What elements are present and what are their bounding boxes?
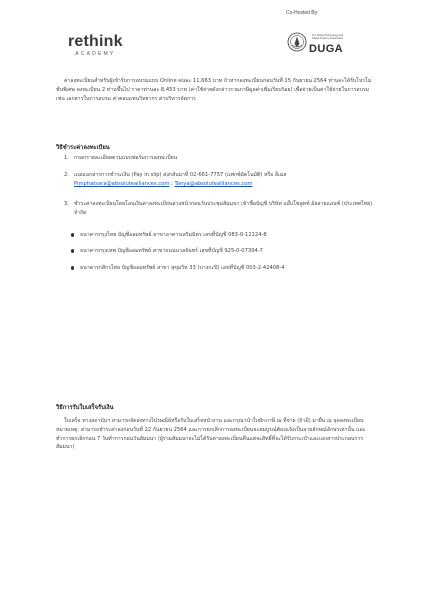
brand-sub: ACADEMY — [75, 51, 116, 57]
step-number: 2. — [64, 172, 69, 178]
email-link-tanya[interactable]: Tanya@absolutealliances.com — [174, 180, 253, 187]
step-number: 3. — [64, 201, 69, 207]
intro-paragraph: ค่าลงทะเบียนสำหรับผู้เข้ารับการอบรมแบบ Online คนละ 11,663 บาท ถ้าหากลงทะเบียนก่อนวันที่ 15 กันยายน 2564 ท่านจะได้รับโปรโมชั่นพิเศษ ลงทะเบียน 2 ท่านขึ้นไป ราคาท่านละ 8,453 บาท (ค่าใช้จ่ายดังกล่าวรวมภาษีมูลค่าเพิ่มเรียบร้อย) เพื่อจ่ายเป็นค่าใช้จ่ายในการอบรม เช่น เอกสารในการอบรม ค่าตอบแทนวิทยากร ค่าบริหารจัดการ — [56, 78, 372, 102]
step-text: แนบเอกสารการชำระเงิน (Pay in slip) ส่งกลับมาที่ 02-661-7757 (แฟกซ์อัตโนมัติ) หรือ อีเมล — [74, 172, 287, 178]
bullet-icon — [71, 249, 74, 252]
cohost-label: Co-Hosted By: — [286, 10, 319, 16]
step-number: 1. — [64, 155, 69, 161]
bank-account-item — [80, 264, 380, 272]
step-text: กรอกรายละเอียดตามแบบฟอร์มการลงทะเบียน — [74, 155, 178, 161]
receipt-paragraph: ใบเสร็จ ทางสถาบันฯ สามารถจัดส่งทางไปรษณีย์หรือรับใบเสร็จหน้างาน และกรุณานำใบหักภาษี ณ ที่จ่าย (ถ้ามี) มายื่น ณ จุดลงทะเบียน หมายเหตุ: สามารถชำระค่าลงก่อนวันที่ 22 กันยายน 2564 และการยกเลิกการลงทะเบียนจะสมบูรณ์ต้องแจ้งเป็นลายลักษณ์อักษรเท่านั้น และทำการยกเลิกก่อน 7 วันทำการก่อนวันสัมมนา (ผู้ร่วมสัมมนาจะไม่ได้รับค่าลงทะเบียนคืนแต่จะสิทธิ์ที่จะได้รับกระเป๋าและเอกสารประกอบการสัมมนา) — [56, 418, 366, 451]
email-link-pimphatsara[interactable]: Pimphatsara@absolutealliances.com — [74, 180, 170, 187]
duga-tagline: The Digital Technology and Digital Industry Association — [312, 34, 344, 40]
bank-account-text: ธนาคารกสิกรไทย บัญชีออมทรัพย์ สาขา สุขุมวิท 33 (บางกะปิ) เลขที่บัญชี 003-2-42408-4 — [80, 265, 285, 271]
payment-step-2 — [64, 171, 374, 189]
rethink-academy-logo — [68, 34, 123, 57]
bank-account-item — [80, 247, 380, 255]
payment-heading: วิธีชำระค่าลงทะเบียน — [56, 145, 110, 151]
government-seal-icon — [287, 32, 307, 52]
bullet-icon — [71, 233, 74, 236]
payment-step-3 — [64, 200, 374, 218]
bullet-icon — [71, 266, 74, 269]
bank-account-item — [80, 231, 380, 239]
bank-account-text: ธนาคารกรุงไทย บัญชีออมทรัพย์ สาขาอาคารเสริมมิตร เลขที่บัญชี 083-0-12124-8 — [80, 232, 267, 238]
brand-name: rethink — [68, 33, 123, 50]
duga-logo: DUGA — [309, 43, 343, 55]
bank-account-text: ธนาคารกรุงเทพ บัญชีออมทรัพย์ สาขาถนนนวลจันทร์ เลขที่บัญชี 925-0-07304-7 — [80, 248, 263, 254]
step-text: ชำระค่าลงทะเบียนโดยโอนเงินค่าลงทะเบียนล่วงหน้าก่อนวันประชุมสัมมนา เข้าชื่อบัญชี บริษัท แอ๊บโซลูทท์ อัลลายแอนซ์ (ประเทศไทย) จำกัด — [74, 201, 373, 216]
payment-step-1 — [64, 154, 374, 163]
email-separator: ; — [169, 180, 175, 187]
receipt-heading: วิธีการรับใบเสร็จรับเงิน — [56, 405, 114, 411]
